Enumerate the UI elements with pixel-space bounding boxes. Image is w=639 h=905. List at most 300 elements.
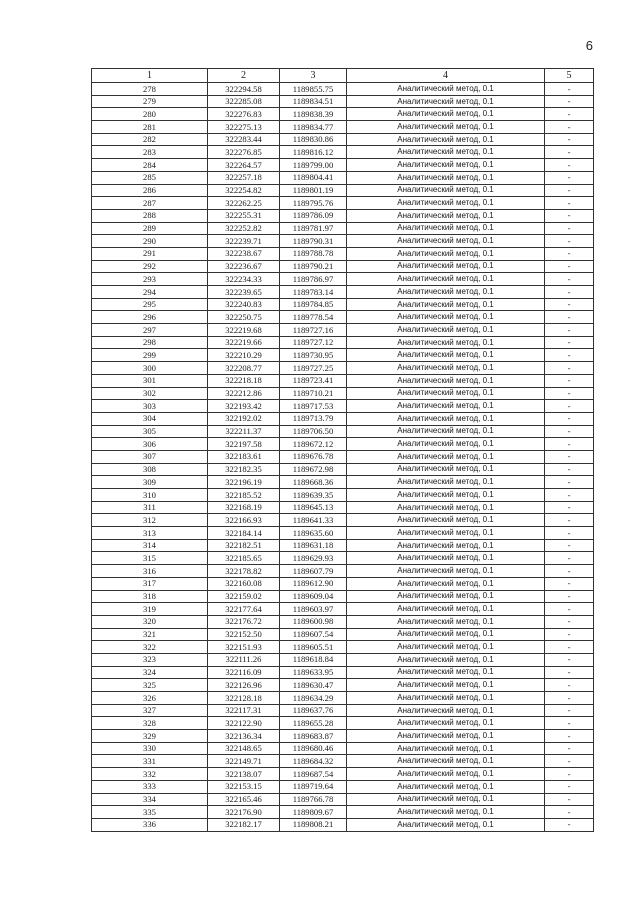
note-cell: -	[545, 780, 594, 793]
note-cell: -	[545, 133, 594, 146]
method-cell: Аналитический метод, 0.1	[347, 400, 545, 413]
y-coordinate-cell: 1189727.16	[280, 324, 347, 337]
method-cell: Аналитический метод, 0.1	[347, 730, 545, 743]
method-cell: Аналитический метод, 0.1	[347, 95, 545, 108]
y-coordinate-cell: 1189799.00	[280, 159, 347, 172]
note-cell: -	[545, 793, 594, 806]
y-coordinate-cell: 1189639.35	[280, 489, 347, 502]
y-coordinate-cell: 1189808.21	[280, 818, 347, 831]
point-number-cell: 307	[92, 450, 208, 463]
method-cell: Аналитический метод, 0.1	[347, 387, 545, 400]
table-row	[92, 577, 594, 590]
y-coordinate-cell: 1189609.04	[280, 590, 347, 603]
table-row	[92, 615, 594, 628]
note-cell: -	[545, 247, 594, 260]
note-cell: -	[545, 565, 594, 578]
y-coordinate-cell: 1189790.31	[280, 235, 347, 248]
point-number-cell: 303	[92, 400, 208, 413]
table-row	[92, 730, 594, 743]
x-coordinate-cell: 322126.96	[208, 679, 280, 692]
y-coordinate-cell: 1189723.41	[280, 374, 347, 387]
point-number-cell: 281	[92, 121, 208, 134]
note-cell: -	[545, 552, 594, 565]
x-coordinate-cell: 322236.67	[208, 260, 280, 273]
y-coordinate-cell: 1189618.84	[280, 653, 347, 666]
note-cell: -	[545, 108, 594, 121]
table-row	[92, 324, 594, 337]
method-cell: Аналитический метод, 0.1	[347, 412, 545, 425]
table-row	[92, 209, 594, 222]
point-number-cell: 294	[92, 286, 208, 299]
note-cell: -	[545, 641, 594, 654]
note-cell: -	[545, 374, 594, 387]
table-row	[92, 362, 594, 375]
method-cell: Аналитический метод, 0.1	[347, 197, 545, 210]
x-coordinate-cell: 322285.08	[208, 95, 280, 108]
x-coordinate-cell: 322239.65	[208, 286, 280, 299]
point-number-cell: 288	[92, 209, 208, 222]
point-number-cell: 329	[92, 730, 208, 743]
x-coordinate-cell: 322257.18	[208, 171, 280, 184]
method-cell: Аналитический метод, 0.1	[347, 755, 545, 768]
point-number-cell: 319	[92, 603, 208, 616]
method-cell: Аналитический метод, 0.1	[347, 603, 545, 616]
point-number-cell: 278	[92, 83, 208, 96]
x-coordinate-cell: 322219.68	[208, 324, 280, 337]
method-cell: Аналитический метод, 0.1	[347, 704, 545, 717]
column-header-3: 3	[280, 69, 347, 83]
y-coordinate-cell: 1189680.46	[280, 742, 347, 755]
x-coordinate-cell: 322197.58	[208, 438, 280, 451]
y-coordinate-cell: 1189635.60	[280, 527, 347, 540]
x-coordinate-cell: 322252.82	[208, 222, 280, 235]
table-row	[92, 780, 594, 793]
x-coordinate-cell: 322182.35	[208, 463, 280, 476]
y-coordinate-cell: 1189838.39	[280, 108, 347, 121]
y-coordinate-cell: 1189684.32	[280, 755, 347, 768]
y-coordinate-cell: 1189645.13	[280, 501, 347, 514]
table-row	[92, 336, 594, 349]
note-cell: -	[545, 463, 594, 476]
point-number-cell: 312	[92, 514, 208, 527]
point-number-cell: 301	[92, 374, 208, 387]
method-cell: Аналитический метод, 0.1	[347, 311, 545, 324]
x-coordinate-cell: 322176.90	[208, 806, 280, 819]
y-coordinate-cell: 1189781.97	[280, 222, 347, 235]
note-cell: -	[545, 539, 594, 552]
table-row	[92, 400, 594, 413]
point-number-cell: 322	[92, 641, 208, 654]
x-coordinate-cell: 322219.66	[208, 336, 280, 349]
point-number-cell: 298	[92, 336, 208, 349]
y-coordinate-cell: 1189730.95	[280, 349, 347, 362]
column-header-4: 4	[347, 69, 545, 83]
method-cell: Аналитический метод, 0.1	[347, 184, 545, 197]
note-cell: -	[545, 362, 594, 375]
point-number-cell: 287	[92, 197, 208, 210]
note-cell: -	[545, 603, 594, 616]
method-cell: Аналитический метод, 0.1	[347, 159, 545, 172]
x-coordinate-cell: 322294.58	[208, 83, 280, 96]
point-number-cell: 290	[92, 235, 208, 248]
x-coordinate-cell: 322168.19	[208, 501, 280, 514]
note-cell: -	[545, 438, 594, 451]
point-number-cell: 332	[92, 768, 208, 781]
y-coordinate-cell: 1189784.85	[280, 298, 347, 311]
method-cell: Аналитический метод, 0.1	[347, 742, 545, 755]
table-row	[92, 565, 594, 578]
method-cell: Аналитический метод, 0.1	[347, 463, 545, 476]
note-cell: -	[545, 197, 594, 210]
note-cell: -	[545, 400, 594, 413]
method-cell: Аналитический метод, 0.1	[347, 679, 545, 692]
point-number-cell: 304	[92, 412, 208, 425]
point-number-cell: 305	[92, 425, 208, 438]
table-row	[92, 450, 594, 463]
table-row	[92, 590, 594, 603]
note-cell: -	[545, 95, 594, 108]
table-row	[92, 133, 594, 146]
y-coordinate-cell: 1189633.95	[280, 666, 347, 679]
y-coordinate-cell: 1189719.64	[280, 780, 347, 793]
note-cell: -	[545, 768, 594, 781]
method-cell: Аналитический метод, 0.1	[347, 438, 545, 451]
point-number-cell: 317	[92, 577, 208, 590]
note-cell: -	[545, 298, 594, 311]
x-coordinate-cell: 322182.51	[208, 539, 280, 552]
table-row	[92, 425, 594, 438]
table-row	[92, 286, 594, 299]
coordinates-table	[91, 68, 594, 832]
y-coordinate-cell: 1189706.50	[280, 425, 347, 438]
table-row	[92, 247, 594, 260]
note-cell: -	[545, 425, 594, 438]
point-number-cell: 314	[92, 539, 208, 552]
x-coordinate-cell: 322262.25	[208, 197, 280, 210]
point-number-cell: 293	[92, 273, 208, 286]
method-cell: Аналитический метод, 0.1	[347, 793, 545, 806]
x-coordinate-cell: 322193.42	[208, 400, 280, 413]
x-coordinate-cell: 322250.75	[208, 311, 280, 324]
method-cell: Аналитический метод, 0.1	[347, 615, 545, 628]
note-cell: -	[545, 387, 594, 400]
x-coordinate-cell: 322138.07	[208, 768, 280, 781]
x-coordinate-cell: 322149.71	[208, 755, 280, 768]
note-cell: -	[545, 311, 594, 324]
table-row	[92, 514, 594, 527]
y-coordinate-cell: 1189816.12	[280, 146, 347, 159]
x-coordinate-cell: 322185.65	[208, 552, 280, 565]
note-cell: -	[545, 615, 594, 628]
point-number-cell: 282	[92, 133, 208, 146]
y-coordinate-cell: 1189600.98	[280, 615, 347, 628]
method-cell: Аналитический метод, 0.1	[347, 653, 545, 666]
table-row	[92, 387, 594, 400]
column-header-1: 1	[92, 69, 208, 83]
point-number-cell: 283	[92, 146, 208, 159]
y-coordinate-cell: 1189605.51	[280, 641, 347, 654]
y-coordinate-cell: 1189637.76	[280, 704, 347, 717]
note-cell: -	[545, 83, 594, 96]
method-cell: Аналитический метод, 0.1	[347, 501, 545, 514]
column-header-2: 2	[208, 69, 280, 83]
table-row	[92, 666, 594, 679]
method-cell: Аналитический метод, 0.1	[347, 527, 545, 540]
table-row	[92, 628, 594, 641]
point-number-cell: 316	[92, 565, 208, 578]
note-cell: -	[545, 412, 594, 425]
method-cell: Аналитический метод, 0.1	[347, 552, 545, 565]
y-coordinate-cell: 1189809.67	[280, 806, 347, 819]
method-cell: Аналитический метод, 0.1	[347, 222, 545, 235]
method-cell: Аналитический метод, 0.1	[347, 450, 545, 463]
point-number-cell: 328	[92, 717, 208, 730]
note-cell: -	[545, 336, 594, 349]
y-coordinate-cell: 1189727.12	[280, 336, 347, 349]
method-cell: Аналитический метод, 0.1	[347, 768, 545, 781]
x-coordinate-cell: 322212.86	[208, 387, 280, 400]
note-cell: -	[545, 527, 594, 540]
point-number-cell: 321	[92, 628, 208, 641]
y-coordinate-cell: 1189672.98	[280, 463, 347, 476]
method-cell: Аналитический метод, 0.1	[347, 286, 545, 299]
point-number-cell: 299	[92, 349, 208, 362]
point-number-cell: 335	[92, 806, 208, 819]
x-coordinate-cell: 322276.85	[208, 146, 280, 159]
table-row	[92, 501, 594, 514]
table-row	[92, 818, 594, 831]
table-body	[92, 83, 594, 832]
x-coordinate-cell: 322183.61	[208, 450, 280, 463]
x-coordinate-cell: 322117.31	[208, 704, 280, 717]
note-cell: -	[545, 577, 594, 590]
y-coordinate-cell: 1189612.90	[280, 577, 347, 590]
note-cell: -	[545, 146, 594, 159]
method-cell: Аналитический метод, 0.1	[347, 717, 545, 730]
x-coordinate-cell: 322192.02	[208, 412, 280, 425]
table-row	[92, 653, 594, 666]
table-row	[92, 108, 594, 121]
y-coordinate-cell: 1189801.19	[280, 184, 347, 197]
y-coordinate-cell: 1189834.77	[280, 121, 347, 134]
y-coordinate-cell: 1189668.36	[280, 476, 347, 489]
note-cell: -	[545, 501, 594, 514]
x-coordinate-cell: 322275.13	[208, 121, 280, 134]
y-coordinate-cell: 1189630.47	[280, 679, 347, 692]
table-row	[92, 95, 594, 108]
method-cell: Аналитический метод, 0.1	[347, 514, 545, 527]
x-coordinate-cell: 322211.37	[208, 425, 280, 438]
point-number-cell: 279	[92, 95, 208, 108]
table-row	[92, 641, 594, 654]
method-cell: Аналитический метод, 0.1	[347, 121, 545, 134]
x-coordinate-cell: 322152.50	[208, 628, 280, 641]
method-cell: Аналитический метод, 0.1	[347, 425, 545, 438]
method-cell: Аналитический метод, 0.1	[347, 489, 545, 502]
x-coordinate-cell: 322276.83	[208, 108, 280, 121]
y-coordinate-cell: 1189786.09	[280, 209, 347, 222]
note-cell: -	[545, 514, 594, 527]
point-number-cell: 309	[92, 476, 208, 489]
x-coordinate-cell: 322111.26	[208, 653, 280, 666]
method-cell: Аналитический метод, 0.1	[347, 336, 545, 349]
point-number-cell: 327	[92, 704, 208, 717]
note-cell: -	[545, 666, 594, 679]
table-row	[92, 438, 594, 451]
y-coordinate-cell: 1189727.25	[280, 362, 347, 375]
x-coordinate-cell: 322255.31	[208, 209, 280, 222]
point-number-cell: 318	[92, 590, 208, 603]
y-coordinate-cell: 1189710.21	[280, 387, 347, 400]
method-cell: Аналитический метод, 0.1	[347, 273, 545, 286]
note-cell: -	[545, 235, 594, 248]
method-cell: Аналитический метод, 0.1	[347, 577, 545, 590]
method-cell: Аналитический метод, 0.1	[347, 362, 545, 375]
method-cell: Аналитический метод, 0.1	[347, 539, 545, 552]
table-row	[92, 146, 594, 159]
note-cell: -	[545, 273, 594, 286]
x-coordinate-cell: 322178.82	[208, 565, 280, 578]
y-coordinate-cell: 1189790.21	[280, 260, 347, 273]
point-number-cell: 323	[92, 653, 208, 666]
point-number-cell: 285	[92, 171, 208, 184]
point-number-cell: 336	[92, 818, 208, 831]
method-cell: Аналитический метод, 0.1	[347, 692, 545, 705]
x-coordinate-cell: 322166.93	[208, 514, 280, 527]
column-header-5: 5	[545, 69, 594, 83]
table-row	[92, 552, 594, 565]
y-coordinate-cell: 1189830.86	[280, 133, 347, 146]
table-row	[92, 793, 594, 806]
method-cell: Аналитический метод, 0.1	[347, 133, 545, 146]
note-cell: -	[545, 450, 594, 463]
table-row	[92, 184, 594, 197]
y-coordinate-cell: 1189634.29	[280, 692, 347, 705]
table-row	[92, 704, 594, 717]
note-cell: -	[545, 742, 594, 755]
table-row	[92, 83, 594, 96]
point-number-cell: 325	[92, 679, 208, 692]
table-row	[92, 527, 594, 540]
point-number-cell: 320	[92, 615, 208, 628]
table-row	[92, 235, 594, 248]
method-cell: Аналитический метод, 0.1	[347, 818, 545, 831]
x-coordinate-cell: 322283.44	[208, 133, 280, 146]
point-number-cell: 313	[92, 527, 208, 540]
method-cell: Аналитический метод, 0.1	[347, 628, 545, 641]
x-coordinate-cell: 322184.14	[208, 527, 280, 540]
point-number-cell: 334	[92, 793, 208, 806]
method-cell: Аналитический метод, 0.1	[347, 146, 545, 159]
x-coordinate-cell: 322159.02	[208, 590, 280, 603]
y-coordinate-cell: 1189834.51	[280, 95, 347, 108]
x-coordinate-cell: 322210.29	[208, 349, 280, 362]
note-cell: -	[545, 717, 594, 730]
method-cell: Аналитический метод, 0.1	[347, 590, 545, 603]
method-cell: Аналитический метод, 0.1	[347, 171, 545, 184]
point-number-cell: 331	[92, 755, 208, 768]
note-cell: -	[545, 653, 594, 666]
note-cell: -	[545, 121, 594, 134]
note-cell: -	[545, 324, 594, 337]
table-row	[92, 121, 594, 134]
point-number-cell: 315	[92, 552, 208, 565]
note-cell: -	[545, 730, 594, 743]
x-coordinate-cell: 322116.09	[208, 666, 280, 679]
point-number-cell: 295	[92, 298, 208, 311]
y-coordinate-cell: 1189786.97	[280, 273, 347, 286]
note-cell: -	[545, 184, 594, 197]
table-row	[92, 222, 594, 235]
note-cell: -	[545, 159, 594, 172]
y-coordinate-cell: 1189683.87	[280, 730, 347, 743]
note-cell: -	[545, 806, 594, 819]
table-row	[92, 349, 594, 362]
note-cell: -	[545, 349, 594, 362]
point-number-cell: 306	[92, 438, 208, 451]
table-row	[92, 679, 594, 692]
method-cell: Аналитический метод, 0.1	[347, 324, 545, 337]
method-cell: Аналитический метод, 0.1	[347, 108, 545, 121]
y-coordinate-cell: 1189855.75	[280, 83, 347, 96]
y-coordinate-cell: 1189629.93	[280, 552, 347, 565]
y-coordinate-cell: 1189713.79	[280, 412, 347, 425]
x-coordinate-cell: 322176.72	[208, 615, 280, 628]
table-row	[92, 539, 594, 552]
y-coordinate-cell: 1189607.79	[280, 565, 347, 578]
note-cell: -	[545, 679, 594, 692]
x-coordinate-cell: 322208.77	[208, 362, 280, 375]
point-number-cell: 280	[92, 108, 208, 121]
y-coordinate-cell: 1189804.41	[280, 171, 347, 184]
x-coordinate-cell: 322148.65	[208, 742, 280, 755]
point-number-cell: 302	[92, 387, 208, 400]
method-cell: Аналитический метод, 0.1	[347, 641, 545, 654]
y-coordinate-cell: 1189766.78	[280, 793, 347, 806]
method-cell: Аналитический метод, 0.1	[347, 247, 545, 260]
y-coordinate-cell: 1189655.28	[280, 717, 347, 730]
y-coordinate-cell: 1189788.78	[280, 247, 347, 260]
x-coordinate-cell: 322165.46	[208, 793, 280, 806]
y-coordinate-cell: 1189795.76	[280, 197, 347, 210]
table-row	[92, 298, 594, 311]
y-coordinate-cell: 1189778.54	[280, 311, 347, 324]
table-row	[92, 273, 594, 286]
page-number: 6	[585, 38, 593, 53]
x-coordinate-cell: 322153.15	[208, 780, 280, 793]
note-cell: -	[545, 476, 594, 489]
table-row	[92, 755, 594, 768]
x-coordinate-cell: 322196.19	[208, 476, 280, 489]
point-number-cell: 291	[92, 247, 208, 260]
point-number-cell: 286	[92, 184, 208, 197]
y-coordinate-cell: 1189603.97	[280, 603, 347, 616]
point-number-cell: 324	[92, 666, 208, 679]
note-cell: -	[545, 286, 594, 299]
method-cell: Аналитический метод, 0.1	[347, 298, 545, 311]
point-number-cell: 311	[92, 501, 208, 514]
table-row	[92, 412, 594, 425]
method-cell: Аналитический метод, 0.1	[347, 666, 545, 679]
y-coordinate-cell: 1189672.12	[280, 438, 347, 451]
point-number-cell: 300	[92, 362, 208, 375]
y-coordinate-cell: 1189631.18	[280, 539, 347, 552]
y-coordinate-cell: 1189783.14	[280, 286, 347, 299]
x-coordinate-cell: 322122.90	[208, 717, 280, 730]
x-coordinate-cell: 322185.52	[208, 489, 280, 502]
method-cell: Аналитический метод, 0.1	[347, 780, 545, 793]
table-row	[92, 806, 594, 819]
